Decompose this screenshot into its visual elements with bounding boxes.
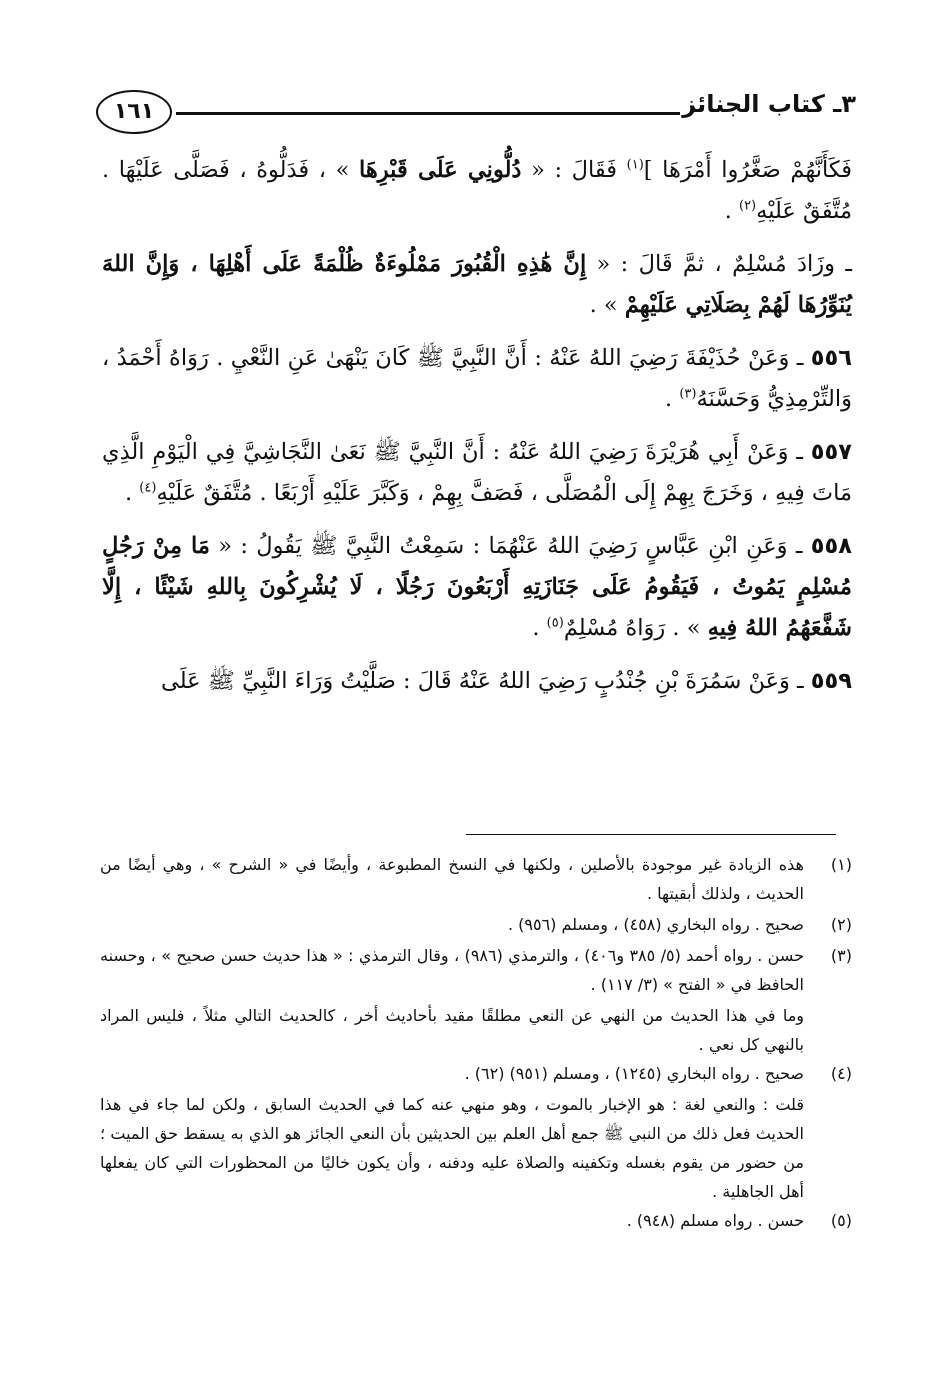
hadith-number: ٥٥٦ [810, 345, 852, 371]
text-run: ـ وَعَنِ ابْنِ عَبَّاسٍ رَضِيَ اللهُ عَنْهُمَا : سَمِعْتُ النَّبِيَّ ﷺ يَقُولُ : « [209, 533, 811, 559]
footnote-ref[interactable]: (١) [626, 157, 644, 173]
page-header [96, 86, 856, 138]
hadith-number: ٥٥٩ [810, 668, 852, 694]
text-run: » ، فَدَلُّوهُ ، فَصَلَّى عَلَيْهَا . مُتَّفَقٌ عَلَيْهِ [102, 157, 852, 224]
paragraph-continuation [102, 150, 852, 232]
footnote-separator [466, 834, 836, 835]
footnotes [100, 850, 852, 1237]
footnote-number: (٣) [830, 946, 852, 965]
hadith-559 [102, 661, 852, 702]
text-run: . [724, 198, 739, 224]
hadith-quote: إِنَّ هَٰذِهِ الْقُبُورَ مَمْلُوءَةٌ ظُلْمَةً عَلَى أَهْلِهَا ، وَإِنَّ اللهَ يُنَوِّرُهَا لَهُمْ بِصَلَاتِي عَلَيْهِمْ [102, 251, 852, 318]
footnote-number: (٤) [830, 1064, 852, 1083]
text-run: ـ وَعَنْ سَمُرَةَ بْنِ جُنْدُبٍ رَضِيَ اللهُ عَنْهُ قَالَ : صَلَّيْتُ وَرَاءَ النَّبِيِّ ﷺ عَلَى [160, 668, 811, 694]
footnote-ref[interactable]: (٤) [139, 480, 157, 496]
text-run: ـ وزَادَ مُسْلِمٌ ، ثمَّ قَالَ : « [586, 251, 852, 277]
footnote-ref[interactable]: (٢) [738, 198, 757, 214]
footnote-text: حسن . رواه مسلم (٩٤٨) . [626, 1211, 804, 1230]
hadith-556 [102, 338, 852, 420]
chapter-title: ٣ـ كتاب الجنائز [682, 90, 856, 118]
footnote-text: صحيح . رواه البخاري (١٢٤٥) ، ومسلم (٩٥١) (٦٢) . [464, 1064, 804, 1083]
page-number: ١٦١ [96, 90, 172, 134]
text-run: » . [589, 292, 625, 318]
hadith-number: ٥٥٧ [810, 439, 852, 465]
footnote-text: حسن . رواه أحمد (٥/ ٣٨٥ و٤٠٦) ، والترمذي (٩٨٦) ، وقال الترمذي : « هذا حديث حسن صحيح » ، وحسنه الحافظ في « الفتح » (٣/ ١١٧) . [100, 946, 805, 994]
text-run: » . رَوَاهُ مُسْلِمٌ [563, 615, 708, 641]
text-run: فَقَالَ : « [521, 157, 627, 183]
text-run: فَكَأَنَّهُمْ صَغَّرُوا أَمْرَهَا ] [643, 157, 853, 183]
footnote-5 [100, 1206, 852, 1235]
footnote-text: صحيح . رواه البخاري (٤٥٨) ، ومسلم (٩٥٦) . [507, 915, 804, 934]
header-rule [176, 112, 680, 115]
main-text [102, 150, 852, 714]
footnote-number: (٥) [830, 1211, 852, 1230]
footnote-number: (٢) [830, 915, 852, 934]
footnote-ref[interactable]: (٥) [546, 615, 564, 631]
hadith-quote: دُلُّونِي عَلَى قَبْرِهَا [359, 157, 522, 183]
hadith-557 [102, 432, 852, 514]
paragraph-muslim-addition [102, 244, 852, 326]
footnote-ref[interactable]: (٣) [679, 386, 697, 402]
footnote-3-continuation: وما في هذا الحديث من النهي عن النعي مطلقًا مقيد بأحاديث أخر ، كالحديث التالي مثلاً ، فليس المراد بالنهي كل نعي . [100, 1006, 804, 1054]
text-run: ـ وَعَنْ أَبِي هُرَيْرَةَ رَضِيَ اللهُ عَنْهُ : أَنَّ النَّبِيَّ ﷺ نَعَىٰ النَّجَاشِيَّ فِي الْيَوْمِ الَّذِي مَاتَ فِيهِ ، وَخَرَجَ بِهِمْ إِلَى الْمُصَلَّى ، فَصَفَّ بِهِمْ ، وَكَبَّرَ عَلَيْهِ أَرْبَعًا . مُتَّفَقٌ عَلَيْهِ [102, 439, 852, 506]
hadith-quote: مَا مِنْ رَجُلٍ مُسْلِمٍ يَمُوتُ ، فَيَقُومُ عَلَى جَنَازَتِهِ أَرْبَعُونَ رَجُلًا ، لَا يُشْرِكُونَ بِاللهِ شَيْئًا ، إِلَّا شَفَّعَهُمُ اللهُ فِيهِ [102, 533, 852, 641]
footnote-2 [100, 910, 852, 939]
hadith-558 [102, 526, 852, 649]
hadith-number: ٥٥٨ [810, 533, 852, 559]
text-run: . [665, 386, 680, 412]
text-run: . [124, 480, 140, 506]
footnote-text: هذه الزيادة غير موجودة بالأصلين ، ولكنها في النسخ المطبوعة ، وأيضًا في « الشرح » ، وهي أيضًا من الحديث ، ولذلك أبقيتها . [100, 855, 804, 903]
footnote-4 [100, 1059, 852, 1088]
footnote-3 [100, 941, 852, 999]
footnote-1 [100, 850, 852, 908]
footnote-4-continuation: قلت : والنعي لغة : هو الإخبار بالموت ، وهو منهي عنه كما في الحديث السابق ، ولكن لما جاء في هذا الحديث فعل ذلك من النبي ﷺ جمع أهل العلم بين الحديثين بأن النعي الجائز هو الذي به يسقط حق الميت ؛ من حضور من يقوم بغسله وتكفينه والصلاة عليه ودفنه ، وأن يكون خاليًا من المحظورات التي كان يفعلها أهل الجاهلية . [100, 1095, 804, 1201]
footnote-number: (١) [830, 855, 852, 874]
text-run: ـ وَعَنْ حُذَيْفَةَ رَضِيَ اللهُ عَنْهُ : أَنَّ النَّبِيَّ ﷺ كَانَ يَنْهَىٰ عَنِ النَّعْيِ . رَوَاهُ أَحْمَدُ ، وَالتِّرْمِذِيُّ وَحَسَّنَهُ [102, 345, 852, 412]
text-run: . [532, 615, 547, 641]
